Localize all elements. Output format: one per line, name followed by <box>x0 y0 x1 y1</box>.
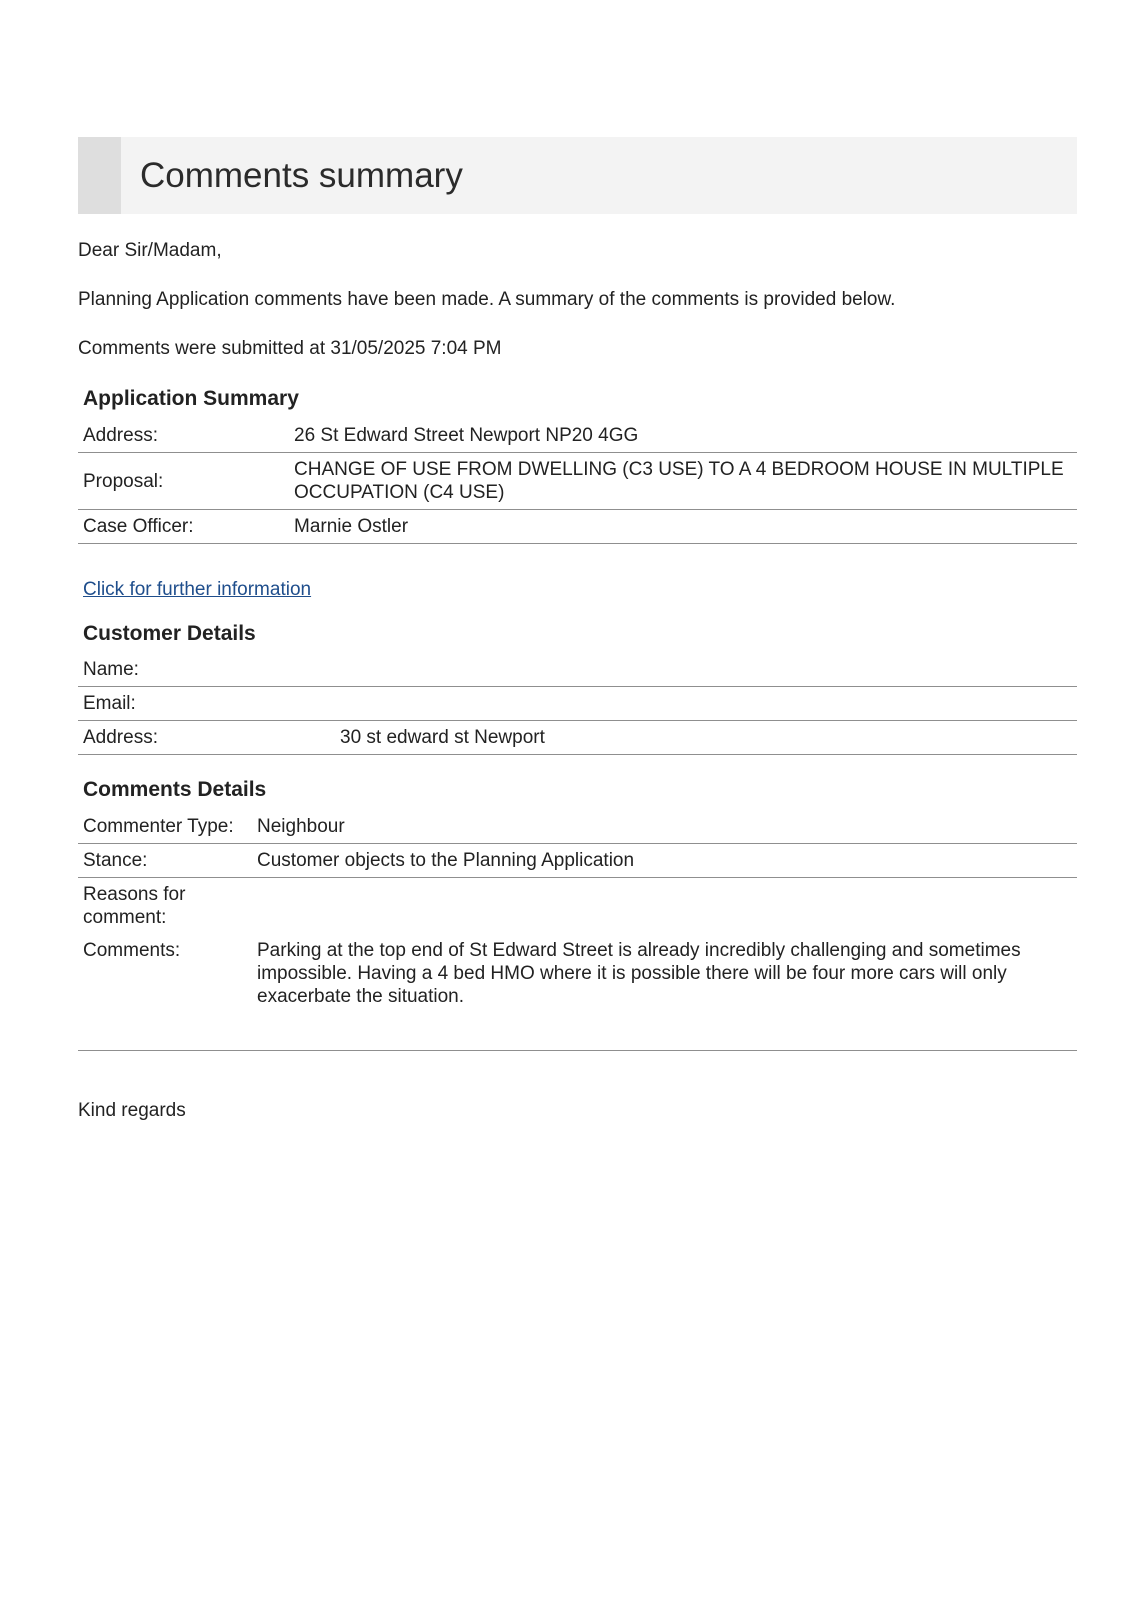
commenter-type-label: Commenter Type: <box>78 810 252 844</box>
page-title: Comments summary <box>140 156 463 195</box>
table-row <box>78 510 1077 544</box>
table-row <box>78 687 1077 721</box>
submitted-timestamp: Comments were submitted at 31/05/2025 7:04 PM <box>78 338 502 359</box>
proposal-value: CHANGE OF USE FROM DWELLING (C3 USE) TO A 4 BEDROOM HOUSE IN MULTIPLE OCCUPATION (C4 USE) <box>289 453 1077 510</box>
stance-value: Customer objects to the Planning Application <box>252 844 1077 878</box>
proposal-label: Proposal: <box>78 453 289 510</box>
closing-text: Kind regards <box>78 1100 186 1121</box>
customer-details-table <box>78 653 1077 755</box>
stance-label: Stance: <box>78 844 252 878</box>
email-label: Email: <box>78 687 335 721</box>
case-officer-label: Case Officer: <box>78 510 289 544</box>
table-row <box>78 419 1077 453</box>
title-banner <box>78 137 1077 214</box>
comments-value: Parking at the top end of St Edward Street is already incredibly challenging and sometimes impossible. Having a 4 bed HMO where it is possible there will be four more cars will only exacerbate the situation. <box>257 940 1021 1007</box>
document-page <box>78 137 1077 1121</box>
name-value <box>335 653 1077 687</box>
greeting: Dear Sir/Madam, <box>78 240 222 261</box>
table-row <box>78 453 1077 510</box>
comments-details-table <box>78 810 1077 1013</box>
address-label: Address: <box>78 419 289 453</box>
customer-address-value: 30 st edward st Newport <box>335 721 1077 755</box>
table-row <box>78 934 1077 1013</box>
address-value: 26 St Edward Street Newport NP20 4GG <box>289 419 1077 453</box>
reasons-label: Reasons for comment: <box>83 884 186 928</box>
application-summary-heading: Application Summary <box>83 387 299 410</box>
commenter-type-value: Neighbour <box>252 810 1077 844</box>
email-value <box>335 687 1077 721</box>
customer-details-heading: Customer Details <box>83 622 256 645</box>
section-divider <box>78 1050 1077 1051</box>
banner-accent-bar <box>78 137 121 214</box>
case-officer-value: Marnie Ostler <box>289 510 1077 544</box>
table-row <box>78 810 1077 844</box>
comments-label: Comments: <box>83 940 181 961</box>
name-label: Name: <box>78 653 335 687</box>
intro-line: Planning Application comments have been made. A summary of the comments is provided below. <box>78 289 896 310</box>
customer-address-label: Address: <box>78 721 335 755</box>
further-information-link[interactable]: Click for further information <box>83 579 312 600</box>
table-row <box>78 721 1077 755</box>
table-row <box>78 878 1077 935</box>
table-row <box>78 653 1077 687</box>
comments-details-heading: Comments Details <box>83 778 267 801</box>
table-row <box>78 844 1077 878</box>
reasons-value <box>252 878 1077 935</box>
application-summary-table <box>78 419 1077 544</box>
